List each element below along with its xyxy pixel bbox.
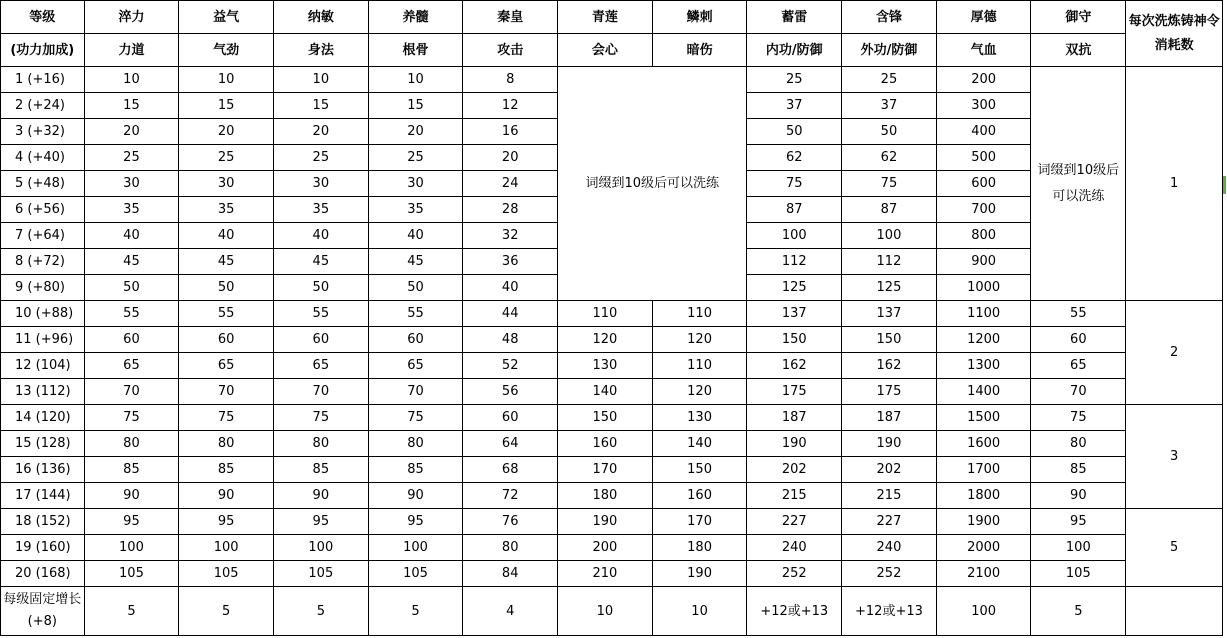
value-cell: 140 bbox=[652, 431, 747, 457]
value-cell: 68 bbox=[463, 457, 558, 483]
value-cell: 50 bbox=[842, 119, 937, 145]
cost-cell: 5 bbox=[1126, 509, 1223, 587]
value-cell: 600 bbox=[936, 171, 1031, 197]
footer-blank-cell bbox=[1126, 587, 1223, 636]
value-cell: 120 bbox=[558, 327, 653, 353]
level-cell: 12 (104) bbox=[1, 353, 85, 379]
value-cell: 44 bbox=[463, 301, 558, 327]
value-cell: 1700 bbox=[936, 457, 1031, 483]
value-cell: 200 bbox=[936, 67, 1031, 93]
value-cell: 130 bbox=[652, 405, 747, 431]
value-cell: 24 bbox=[463, 171, 558, 197]
table-row bbox=[1, 353, 1223, 379]
value-cell: 60 bbox=[179, 327, 274, 353]
value-cell: 240 bbox=[842, 535, 937, 561]
value-cell: 160 bbox=[652, 483, 747, 509]
table-row bbox=[1, 509, 1223, 535]
table-row bbox=[1, 379, 1223, 405]
value-cell: 227 bbox=[842, 509, 937, 535]
value-cell: 30 bbox=[84, 171, 179, 197]
value-cell: 85 bbox=[84, 457, 179, 483]
value-cell: 60 bbox=[463, 405, 558, 431]
value-cell: 60 bbox=[273, 327, 368, 353]
value-cell: 25 bbox=[273, 145, 368, 171]
value-cell: 12 bbox=[463, 93, 558, 119]
level-cell: 8 (+72) bbox=[1, 249, 85, 275]
value-cell: 50 bbox=[747, 119, 842, 145]
level-cell: 20 (168) bbox=[1, 561, 85, 587]
value-cell: 37 bbox=[842, 93, 937, 119]
value-cell: 75 bbox=[368, 405, 463, 431]
value-cell: 56 bbox=[463, 379, 558, 405]
value-cell: 170 bbox=[652, 509, 747, 535]
value-cell: 140 bbox=[558, 379, 653, 405]
value-cell: 200 bbox=[558, 535, 653, 561]
value-cell: 75 bbox=[842, 171, 937, 197]
value-cell: 150 bbox=[558, 405, 653, 431]
value-cell: 87 bbox=[842, 197, 937, 223]
value-cell: 150 bbox=[747, 327, 842, 353]
value-cell: 190 bbox=[747, 431, 842, 457]
value-cell: 125 bbox=[842, 275, 937, 301]
header-namin: 纳敏 bbox=[273, 1, 368, 34]
table-row bbox=[1, 535, 1223, 561]
value-cell: 1800 bbox=[936, 483, 1031, 509]
value-cell: 105 bbox=[273, 561, 368, 587]
value-cell: 1200 bbox=[936, 327, 1031, 353]
value-cell: 75 bbox=[179, 405, 274, 431]
table-row bbox=[1, 457, 1223, 483]
value-cell: 202 bbox=[747, 457, 842, 483]
footer-label: 每级固定增长(+8) bbox=[1, 587, 85, 636]
value-cell: 45 bbox=[84, 249, 179, 275]
value-cell: 190 bbox=[842, 431, 937, 457]
value-cell: 50 bbox=[179, 275, 274, 301]
footer-value: +12或+13 bbox=[747, 587, 842, 636]
value-cell: 80 bbox=[368, 431, 463, 457]
level-cell: 10 (+88) bbox=[1, 301, 85, 327]
value-cell: 90 bbox=[1031, 483, 1126, 509]
value-cell: 80 bbox=[84, 431, 179, 457]
header-sub-waigong: 外功/防御 bbox=[842, 34, 937, 67]
value-cell: 137 bbox=[747, 301, 842, 327]
value-cell: 55 bbox=[368, 301, 463, 327]
value-cell: 227 bbox=[747, 509, 842, 535]
value-cell: 105 bbox=[84, 561, 179, 587]
table-row bbox=[1, 301, 1223, 327]
value-cell: 75 bbox=[84, 405, 179, 431]
value-cell: 80 bbox=[463, 535, 558, 561]
value-cell: 45 bbox=[273, 249, 368, 275]
header-xulei: 蓄雷 bbox=[747, 1, 842, 34]
level-cell: 3 (+32) bbox=[1, 119, 85, 145]
value-cell: 45 bbox=[368, 249, 463, 275]
value-cell: 15 bbox=[273, 93, 368, 119]
value-cell: 15 bbox=[179, 93, 274, 119]
header-qinhuang: 秦皇 bbox=[463, 1, 558, 34]
value-cell: 162 bbox=[747, 353, 842, 379]
value-cell: 50 bbox=[84, 275, 179, 301]
value-cell: 400 bbox=[936, 119, 1031, 145]
value-cell: 1900 bbox=[936, 509, 1031, 535]
header-yushou: 御守 bbox=[1031, 1, 1126, 34]
value-cell: 120 bbox=[652, 327, 747, 353]
value-cell: 64 bbox=[463, 431, 558, 457]
footer-row bbox=[1, 587, 1223, 636]
value-cell: 15 bbox=[84, 93, 179, 119]
value-cell: 1000 bbox=[936, 275, 1031, 301]
value-cell: 25 bbox=[368, 145, 463, 171]
value-cell: 20 bbox=[368, 119, 463, 145]
header-sub-lidao: 力道 bbox=[84, 34, 179, 67]
value-cell: 120 bbox=[652, 379, 747, 405]
value-cell: 65 bbox=[1031, 353, 1126, 379]
level-cell: 17 (144) bbox=[1, 483, 85, 509]
value-cell: 62 bbox=[747, 145, 842, 171]
cost-cell: 1 bbox=[1126, 67, 1223, 301]
header-sub-level: (功力加成) bbox=[1, 34, 85, 67]
value-cell: 8 bbox=[463, 67, 558, 93]
value-cell: 72 bbox=[463, 483, 558, 509]
header-row-1 bbox=[1, 1, 1223, 34]
value-cell: 130 bbox=[558, 353, 653, 379]
value-cell: 187 bbox=[747, 405, 842, 431]
value-cell: 252 bbox=[747, 561, 842, 587]
value-cell: 112 bbox=[842, 249, 937, 275]
value-cell: 84 bbox=[463, 561, 558, 587]
value-cell: 1500 bbox=[936, 405, 1031, 431]
value-cell: 65 bbox=[273, 353, 368, 379]
level-cell: 18 (152) bbox=[1, 509, 85, 535]
value-cell: 95 bbox=[179, 509, 274, 535]
value-cell: 35 bbox=[84, 197, 179, 223]
value-cell: 160 bbox=[558, 431, 653, 457]
value-cell: 2000 bbox=[936, 535, 1031, 561]
value-cell: 100 bbox=[842, 223, 937, 249]
header-sub-qixue: 气血 bbox=[936, 34, 1031, 67]
table-row bbox=[1, 431, 1223, 457]
header-sub-shenfa: 身法 bbox=[273, 34, 368, 67]
value-cell: 95 bbox=[273, 509, 368, 535]
value-cell: 100 bbox=[84, 535, 179, 561]
value-cell: 70 bbox=[84, 379, 179, 405]
footer-value: 5 bbox=[368, 587, 463, 636]
value-cell: 215 bbox=[842, 483, 937, 509]
value-cell: 70 bbox=[368, 379, 463, 405]
footer-value: 5 bbox=[1031, 587, 1126, 636]
value-cell: 15 bbox=[368, 93, 463, 119]
value-cell: 20 bbox=[179, 119, 274, 145]
footer-value: +12或+13 bbox=[842, 587, 937, 636]
value-cell: 95 bbox=[1031, 509, 1126, 535]
value-cell: 62 bbox=[842, 145, 937, 171]
header-hanfeng: 含锋 bbox=[842, 1, 937, 34]
level-cell: 16 (136) bbox=[1, 457, 85, 483]
value-cell: 112 bbox=[747, 249, 842, 275]
value-cell: 30 bbox=[273, 171, 368, 197]
value-cell: 16 bbox=[463, 119, 558, 145]
value-cell: 1300 bbox=[936, 353, 1031, 379]
value-cell: 800 bbox=[936, 223, 1031, 249]
value-cell: 900 bbox=[936, 249, 1031, 275]
cost-cell: 3 bbox=[1126, 405, 1223, 509]
value-cell: 76 bbox=[463, 509, 558, 535]
header-sub-gongji: 攻击 bbox=[463, 34, 558, 67]
header-sub-gengu: 根骨 bbox=[368, 34, 463, 67]
value-cell: 50 bbox=[368, 275, 463, 301]
value-cell: 137 bbox=[842, 301, 937, 327]
value-cell: 85 bbox=[273, 457, 368, 483]
footer-value: 5 bbox=[273, 587, 368, 636]
value-cell: 25 bbox=[747, 67, 842, 93]
value-cell: 190 bbox=[558, 509, 653, 535]
value-cell: 105 bbox=[179, 561, 274, 587]
value-cell: 32 bbox=[463, 223, 558, 249]
value-cell: 37 bbox=[747, 93, 842, 119]
value-cell: 252 bbox=[842, 561, 937, 587]
value-cell: 90 bbox=[273, 483, 368, 509]
value-cell: 300 bbox=[936, 93, 1031, 119]
value-cell: 70 bbox=[179, 379, 274, 405]
value-cell: 65 bbox=[368, 353, 463, 379]
value-cell: 65 bbox=[84, 353, 179, 379]
footer-value: 5 bbox=[179, 587, 274, 636]
level-cell: 14 (120) bbox=[1, 405, 85, 431]
footer-value: 100 bbox=[936, 587, 1031, 636]
level-cell: 1 (+16) bbox=[1, 67, 85, 93]
value-cell: 110 bbox=[652, 301, 747, 327]
level-cell: 11 (+96) bbox=[1, 327, 85, 353]
value-cell: 1600 bbox=[936, 431, 1031, 457]
value-cell: 50 bbox=[273, 275, 368, 301]
table-row bbox=[1, 67, 1223, 93]
value-cell: 40 bbox=[273, 223, 368, 249]
header-sub-neigong: 内功/防御 bbox=[747, 34, 842, 67]
level-cell: 2 (+24) bbox=[1, 93, 85, 119]
value-cell: 45 bbox=[179, 249, 274, 275]
value-cell: 95 bbox=[368, 509, 463, 535]
value-cell: 55 bbox=[273, 301, 368, 327]
table-row bbox=[1, 405, 1223, 431]
value-cell: 30 bbox=[368, 171, 463, 197]
level-cell: 6 (+56) bbox=[1, 197, 85, 223]
level-cell: 19 (160) bbox=[1, 535, 85, 561]
header-cuili: 淬力 bbox=[84, 1, 179, 34]
header-cost: 每次洗炼铸神令消耗数 bbox=[1126, 1, 1223, 67]
value-cell: 162 bbox=[842, 353, 937, 379]
value-cell: 100 bbox=[179, 535, 274, 561]
value-cell: 10 bbox=[84, 67, 179, 93]
value-cell: 70 bbox=[1031, 379, 1126, 405]
value-cell: 80 bbox=[1031, 431, 1126, 457]
header-yangsui: 养髓 bbox=[368, 1, 463, 34]
value-cell: 187 bbox=[842, 405, 937, 431]
value-cell: 60 bbox=[368, 327, 463, 353]
value-cell: 1100 bbox=[936, 301, 1031, 327]
value-cell: 10 bbox=[368, 67, 463, 93]
value-cell: 150 bbox=[842, 327, 937, 353]
value-cell: 110 bbox=[652, 353, 747, 379]
footer-value: 10 bbox=[558, 587, 653, 636]
value-cell: 105 bbox=[1031, 561, 1126, 587]
value-cell: 75 bbox=[747, 171, 842, 197]
value-cell: 10 bbox=[179, 67, 274, 93]
unlock-note-right: 词缀到10级后可以洗练 bbox=[1031, 67, 1126, 301]
unlock-note-mid: 词缀到10级后可以洗练 bbox=[558, 67, 747, 301]
header-linci: 鳞刺 bbox=[652, 1, 747, 34]
value-cell: 180 bbox=[558, 483, 653, 509]
value-cell: 40 bbox=[179, 223, 274, 249]
header-sub-qijin: 气劲 bbox=[179, 34, 274, 67]
value-cell: 105 bbox=[368, 561, 463, 587]
value-cell: 48 bbox=[463, 327, 558, 353]
value-cell: 175 bbox=[747, 379, 842, 405]
value-cell: 25 bbox=[842, 67, 937, 93]
header-houde: 厚德 bbox=[936, 1, 1031, 34]
value-cell: 1400 bbox=[936, 379, 1031, 405]
table-row bbox=[1, 561, 1223, 587]
value-cell: 100 bbox=[1031, 535, 1126, 561]
value-cell: 85 bbox=[179, 457, 274, 483]
level-cell: 5 (+48) bbox=[1, 171, 85, 197]
value-cell: 36 bbox=[463, 249, 558, 275]
value-cell: 25 bbox=[84, 145, 179, 171]
level-cell: 15 (128) bbox=[1, 431, 85, 457]
value-cell: 500 bbox=[936, 145, 1031, 171]
value-cell: 55 bbox=[84, 301, 179, 327]
footer-value: 5 bbox=[84, 587, 179, 636]
value-cell: 20 bbox=[273, 119, 368, 145]
header-row-2 bbox=[1, 34, 1223, 67]
value-cell: 170 bbox=[558, 457, 653, 483]
value-cell: 90 bbox=[368, 483, 463, 509]
value-cell: 180 bbox=[652, 535, 747, 561]
value-cell: 2100 bbox=[936, 561, 1031, 587]
header-sub-huixin: 会心 bbox=[558, 34, 653, 67]
value-cell: 20 bbox=[463, 145, 558, 171]
value-cell: 75 bbox=[1031, 405, 1126, 431]
value-cell: 110 bbox=[558, 301, 653, 327]
value-cell: 202 bbox=[842, 457, 937, 483]
table-row bbox=[1, 483, 1223, 509]
value-cell: 35 bbox=[179, 197, 274, 223]
value-cell: 40 bbox=[84, 223, 179, 249]
value-cell: 40 bbox=[368, 223, 463, 249]
value-cell: 210 bbox=[558, 561, 653, 587]
header-sub-anshang: 暗伤 bbox=[652, 34, 747, 67]
value-cell: 85 bbox=[368, 457, 463, 483]
level-cell: 4 (+40) bbox=[1, 145, 85, 171]
value-cell: 215 bbox=[747, 483, 842, 509]
value-cell: 80 bbox=[179, 431, 274, 457]
sheet-edge-marker bbox=[1223, 176, 1226, 194]
value-cell: 75 bbox=[273, 405, 368, 431]
value-cell: 10 bbox=[273, 67, 368, 93]
footer-value: 10 bbox=[652, 587, 747, 636]
level-cell: 13 (112) bbox=[1, 379, 85, 405]
value-cell: 20 bbox=[84, 119, 179, 145]
level-cell: 9 (+80) bbox=[1, 275, 85, 301]
value-cell: 35 bbox=[273, 197, 368, 223]
value-cell: 65 bbox=[179, 353, 274, 379]
value-cell: 55 bbox=[179, 301, 274, 327]
header-yiqi: 益气 bbox=[179, 1, 274, 34]
value-cell: 52 bbox=[463, 353, 558, 379]
value-cell: 40 bbox=[463, 275, 558, 301]
value-cell: 95 bbox=[84, 509, 179, 535]
value-cell: 100 bbox=[368, 535, 463, 561]
header-sub-shuangkang: 双抗 bbox=[1031, 34, 1126, 67]
header-level: 等级 bbox=[1, 1, 85, 34]
footer-value: 4 bbox=[463, 587, 558, 636]
value-cell: 28 bbox=[463, 197, 558, 223]
value-cell: 80 bbox=[273, 431, 368, 457]
value-cell: 700 bbox=[936, 197, 1031, 223]
value-cell: 240 bbox=[747, 535, 842, 561]
value-cell: 100 bbox=[273, 535, 368, 561]
value-cell: 25 bbox=[179, 145, 274, 171]
value-cell: 60 bbox=[1031, 327, 1126, 353]
value-cell: 70 bbox=[273, 379, 368, 405]
header-qinglian: 青莲 bbox=[558, 1, 653, 34]
level-cell: 7 (+64) bbox=[1, 223, 85, 249]
value-cell: 150 bbox=[652, 457, 747, 483]
value-cell: 55 bbox=[1031, 301, 1126, 327]
value-cell: 60 bbox=[84, 327, 179, 353]
value-cell: 90 bbox=[179, 483, 274, 509]
value-cell: 87 bbox=[747, 197, 842, 223]
cost-cell: 2 bbox=[1126, 301, 1223, 405]
value-cell: 30 bbox=[179, 171, 274, 197]
value-cell: 90 bbox=[84, 483, 179, 509]
value-cell: 125 bbox=[747, 275, 842, 301]
value-cell: 35 bbox=[368, 197, 463, 223]
value-cell: 175 bbox=[842, 379, 937, 405]
value-cell: 85 bbox=[1031, 457, 1126, 483]
value-cell: 100 bbox=[747, 223, 842, 249]
value-cell: 190 bbox=[652, 561, 747, 587]
table-row bbox=[1, 327, 1223, 353]
